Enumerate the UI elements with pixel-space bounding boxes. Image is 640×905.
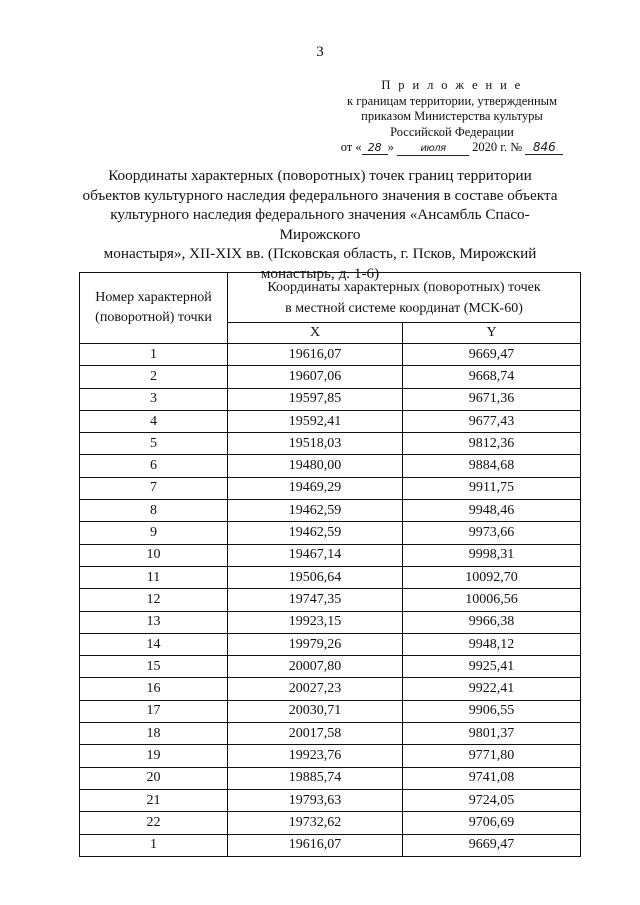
appendix-line: Российской Федерации (390, 124, 514, 139)
table-row (80, 344, 581, 366)
point-number-cell: 8 (80, 500, 228, 522)
header-point-line: (поворотной) точки (95, 310, 212, 325)
point-number-cell: 22 (80, 812, 228, 834)
point-number-cell: 17 (80, 700, 228, 722)
order-prefix: от « (340, 140, 362, 154)
y-coordinate-cell: 9706,69 (403, 812, 581, 834)
x-coordinate-cell: 19462,59 (228, 500, 403, 522)
table-row (80, 500, 581, 522)
point-number-cell: 20 (80, 767, 228, 789)
y-coordinate-cell: 9884,68 (403, 455, 581, 477)
header-point-line: Номер характерной (95, 290, 212, 305)
x-coordinate-cell: 19923,15 (228, 611, 403, 633)
page-number: 3 (316, 44, 324, 60)
y-coordinate-cell: 9925,41 (403, 656, 581, 678)
y-coordinate-cell: 9801,37 (403, 723, 581, 745)
header-point-number (80, 273, 228, 344)
y-coordinate-cell: 9998,31 (403, 544, 581, 566)
point-number-cell: 14 (80, 633, 228, 655)
title-line: монастырь, д. 1-6) (260, 264, 380, 282)
x-coordinate-cell: 19923,76 (228, 745, 403, 767)
table-row (80, 388, 581, 410)
header-coordinates-line: в местной системе координат (МСК-60) (285, 300, 523, 316)
table-row (80, 767, 581, 789)
table-row (80, 433, 581, 455)
point-number-cell: 10 (80, 544, 228, 566)
x-coordinate-cell: 20030,71 (228, 700, 403, 722)
header-coordinates (228, 273, 581, 323)
x-coordinate-cell: 19616,07 (228, 344, 403, 366)
table-row (80, 477, 581, 499)
x-coordinate-cell: 19592,41 (228, 410, 403, 432)
x-coordinate-cell: 19616,07 (228, 834, 403, 856)
title-line: монастыря», XII-XIX вв. (Псковская область, г. Псков, Мирожский (103, 245, 537, 263)
point-number-cell: 7 (80, 477, 228, 499)
order-month-handwritten: июля (397, 142, 469, 156)
point-number-cell: 13 (80, 611, 228, 633)
point-number-cell: 6 (80, 455, 228, 477)
table-row (80, 366, 581, 388)
y-coordinate-cell: 9973,66 (403, 522, 581, 544)
x-coordinate-cell: 19506,64 (228, 566, 403, 588)
appendix-block (322, 78, 582, 156)
table-row (80, 656, 581, 678)
title-line: культурного наследия федерального значения «Ансамбль Спасо-Мирожского (110, 206, 530, 243)
table-row (80, 678, 581, 700)
table-row (80, 522, 581, 544)
x-coordinate-cell: 19518,03 (228, 433, 403, 455)
appendix-heading: П р и л о ж е н и е (381, 78, 523, 92)
point-number-cell: 12 (80, 589, 228, 611)
point-number-cell: 11 (80, 566, 228, 588)
table-row (80, 812, 581, 834)
point-number-cell: 2 (80, 366, 228, 388)
appendix-line: приказом Министерства культуры (361, 109, 543, 123)
table-row (80, 611, 581, 633)
title-line: Координаты характерных (поворотных) точек границ территории (108, 167, 532, 184)
point-number-cell: 15 (80, 656, 228, 678)
y-coordinate-cell: 9948,46 (403, 500, 581, 522)
order-number-handwritten: 846 (525, 141, 563, 155)
table-row (80, 633, 581, 655)
x-coordinate-cell: 19469,29 (228, 477, 403, 499)
point-number-cell: 3 (80, 388, 228, 410)
point-number-cell: 16 (80, 678, 228, 700)
y-coordinate-cell: 9812,36 (403, 433, 581, 455)
y-coordinate-cell: 9771,80 (403, 745, 581, 767)
title-line: объектов культурного наследия федерального значения в составе объекта (82, 186, 558, 204)
x-coordinate-cell: 20017,58 (228, 723, 403, 745)
y-coordinate-cell: 9922,41 (403, 678, 581, 700)
table-row (80, 455, 581, 477)
x-coordinate-cell: 19597,85 (228, 388, 403, 410)
table-row (80, 544, 581, 566)
x-coordinate-cell: 19747,35 (228, 589, 403, 611)
x-coordinate-cell: 19607,06 (228, 366, 403, 388)
document-title (70, 166, 570, 284)
x-coordinate-cell: 19480,00 (228, 455, 403, 477)
header-coordinates-line: Координаты характерных (поворотных) точек (267, 279, 541, 295)
y-coordinate-cell: 10092,70 (403, 566, 581, 588)
order-reference (322, 140, 582, 156)
x-coordinate-cell: 19467,14 (228, 544, 403, 566)
point-number-cell: 5 (80, 433, 228, 455)
point-number-cell: 9 (80, 522, 228, 544)
table-row (80, 700, 581, 722)
y-coordinate-cell: 9906,55 (403, 700, 581, 722)
x-coordinate-cell: 20007,80 (228, 656, 403, 678)
y-coordinate-cell: 9741,08 (403, 767, 581, 789)
table-row (80, 834, 581, 856)
y-coordinate-cell: 9724,05 (403, 789, 581, 811)
order-day-close: » (387, 140, 394, 154)
x-coordinate-cell: 19732,62 (228, 812, 403, 834)
point-number-cell: 1 (80, 344, 228, 366)
point-number-cell: 19 (80, 745, 228, 767)
table-row (80, 410, 581, 432)
y-coordinate-cell: 9669,47 (403, 344, 581, 366)
table-row (80, 566, 581, 588)
y-coordinate-cell: 9671,36 (403, 388, 581, 410)
y-coordinate-cell: 10006,56 (403, 589, 581, 611)
y-coordinate-cell: 9677,43 (403, 410, 581, 432)
table-row (80, 789, 581, 811)
point-number-cell: 21 (80, 789, 228, 811)
point-number-cell: 1 (80, 834, 228, 856)
y-coordinate-cell: 9966,38 (403, 611, 581, 633)
table-row (80, 589, 581, 611)
point-number-cell: 18 (80, 723, 228, 745)
order-day-handwritten: 28 (362, 141, 388, 155)
y-coordinate-cell: 9669,47 (403, 834, 581, 856)
y-coordinate-cell: 9948,12 (403, 633, 581, 655)
y-coordinate-cell: 9911,75 (403, 477, 581, 499)
point-number-cell: 4 (80, 410, 228, 432)
x-coordinate-cell: 19793,63 (228, 789, 403, 811)
x-coordinate-cell: 19885,74 (228, 767, 403, 789)
x-coordinate-cell: 19979,26 (228, 633, 403, 655)
column-x-header: X (228, 323, 403, 344)
column-y-header: Y (403, 323, 581, 344)
x-coordinate-cell: 20027,23 (228, 678, 403, 700)
y-coordinate-cell: 9668,74 (403, 366, 581, 388)
appendix-line: к границам территории, утвержденным (347, 93, 557, 108)
coordinates-table (79, 272, 581, 857)
table-row (80, 745, 581, 767)
order-year-text: 2020 г. № (472, 140, 523, 154)
table-row (80, 723, 581, 745)
x-coordinate-cell: 19462,59 (228, 522, 403, 544)
